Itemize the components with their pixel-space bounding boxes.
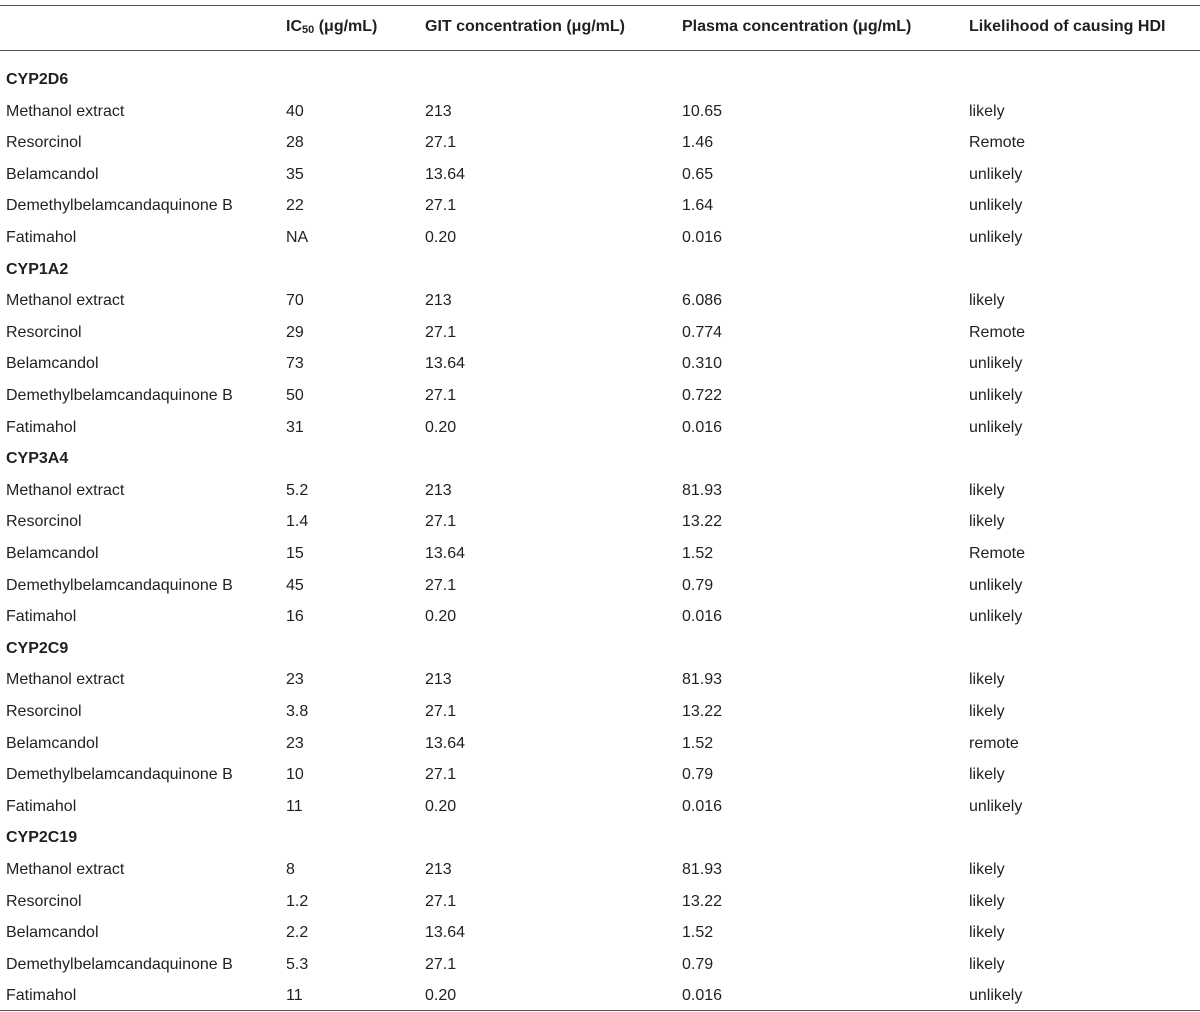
cell-likelihood: unlikely [969, 229, 1023, 246]
table-row [0, 190, 1200, 222]
cell-likelihood: unlikely [969, 576, 1023, 594]
cell-plasma: 0.79 [682, 955, 714, 973]
cell-ic50: 28 [286, 134, 304, 152]
cell-git: 13.64 [425, 734, 466, 752]
table-row [0, 380, 1200, 412]
table-row [0, 96, 1200, 128]
table-row [0, 127, 1200, 159]
cell-compound: Belamcandol [6, 545, 99, 562]
cell-plasma: 0.65 [682, 165, 714, 183]
table-row [0, 759, 1200, 791]
cell-compound: Belamcandol [6, 165, 99, 183]
cell-git: 13.64 [425, 165, 466, 183]
cell-ic50: 1.4 [286, 513, 309, 531]
cell-likelihood: unlikely [969, 387, 1023, 404]
cell-git: 27.1 [425, 323, 457, 341]
cell-git: 0.20 [425, 987, 457, 1005]
cell-likelihood: likely [969, 955, 1005, 973]
header-likelihood: Likelihood of causing HDI [969, 18, 1166, 35]
table-row [0, 412, 1200, 444]
cell-ic50: 5.3 [286, 955, 309, 973]
cell-plasma: 0.016 [682, 229, 723, 246]
table-row [0, 854, 1200, 886]
cell-ic50: 11 [286, 987, 303, 1005]
cell-plasma: 0.016 [682, 987, 723, 1005]
cell-compound: Belamcandol [6, 924, 99, 942]
cell-ic50: 31 [286, 418, 304, 436]
cell-git: 27.1 [425, 387, 457, 404]
cell-plasma: 0.79 [682, 766, 714, 784]
table-row [0, 348, 1200, 380]
cell-likelihood: likely [969, 703, 1005, 720]
cell-plasma: 0.310 [682, 355, 723, 373]
cell-ic50: 45 [286, 576, 304, 594]
cell-ic50: 35 [286, 165, 304, 183]
cell-ic50: 40 [286, 102, 304, 120]
cell-ic50: NA [286, 229, 309, 246]
cell-plasma: 13.22 [682, 703, 723, 720]
cell-compound: Fatimahol [6, 229, 77, 246]
cell-git: 27.1 [425, 892, 457, 910]
table-row [0, 696, 1200, 728]
cell-git: 0.20 [425, 608, 457, 626]
header-git-concentration: GIT concentration (μg/mL) [425, 18, 626, 35]
cell-ic50: 70 [286, 292, 304, 310]
group-label: CYP2D6 [6, 71, 69, 88]
cell-likelihood: unlikely [969, 418, 1023, 436]
cell-git: 27.1 [425, 766, 457, 784]
cell-likelihood: unlikely [969, 987, 1023, 1005]
cell-git: 27.1 [425, 197, 457, 215]
cell-compound: Fatimahol [6, 418, 77, 436]
cell-ic50: 23 [286, 734, 304, 752]
cell-compound: Methanol extract [6, 481, 125, 499]
cell-git: 13.64 [425, 545, 466, 562]
cell-compound: Fatimahol [6, 608, 77, 626]
cell-ic50: 23 [286, 671, 304, 689]
cell-compound: Resorcinol [6, 323, 82, 341]
cell-compound: Resorcinol [6, 892, 82, 910]
cell-ic50: 22 [286, 197, 304, 215]
table-row [0, 159, 1200, 191]
cell-likelihood: likely [969, 292, 1005, 310]
cell-likelihood: likely [969, 102, 1005, 120]
cell-ic50: 2.2 [286, 924, 309, 942]
group-label: CYP2C9 [6, 639, 69, 657]
cell-git: 0.20 [425, 797, 457, 815]
cell-ic50: 3.8 [286, 703, 309, 720]
table-row [0, 728, 1200, 760]
cell-likelihood: likely [969, 861, 1005, 878]
cell-plasma: 0.79 [682, 576, 714, 594]
cell-compound: Fatimahol [6, 797, 77, 815]
cell-git: 213 [425, 102, 452, 120]
table-row [0, 475, 1200, 507]
cell-git: 213 [425, 481, 452, 499]
cell-compound: Fatimahol [6, 987, 77, 1005]
cell-likelihood: unlikely [969, 165, 1023, 183]
cell-compound: Methanol extract [6, 671, 125, 689]
cell-git: 213 [425, 671, 452, 689]
group-row [0, 443, 1200, 475]
table-row [0, 222, 1200, 254]
top-rule [0, 5, 1200, 6]
cell-git: 0.20 [425, 229, 457, 246]
cell-likelihood: likely [969, 892, 1005, 910]
table-row [0, 285, 1200, 317]
cell-compound: Resorcinol [6, 703, 82, 720]
cell-plasma: 81.93 [682, 861, 723, 878]
table-row [0, 538, 1200, 570]
cell-git: 213 [425, 292, 452, 310]
table-row [0, 570, 1200, 602]
cell-compound: Demethylbelamcandaquinone B [6, 766, 233, 784]
cell-ic50: 5.2 [286, 481, 309, 499]
header-plasma-concentration: Plasma concentration (μg/mL) [682, 18, 912, 35]
cell-likelihood: likely [969, 671, 1005, 689]
bottom-rule [0, 1010, 1200, 1011]
table-row [0, 886, 1200, 918]
table-row [0, 949, 1200, 981]
cell-compound: Resorcinol [6, 134, 82, 152]
cell-plasma: 0.016 [682, 608, 723, 626]
cell-likelihood: likely [969, 766, 1005, 784]
group-row [0, 822, 1200, 854]
cell-likelihood: likely [969, 924, 1005, 942]
cell-git: 13.64 [425, 924, 466, 942]
cell-ic50: 16 [286, 608, 304, 626]
cell-plasma: 81.93 [682, 671, 723, 689]
cell-ic50: 8 [286, 861, 295, 878]
cell-ic50: 15 [286, 545, 304, 562]
cell-git: 213 [425, 861, 452, 878]
cell-compound: Demethylbelamcandaquinone B [6, 197, 233, 215]
cell-compound: Methanol extract [6, 292, 125, 310]
header-rule [0, 50, 1200, 51]
cell-compound: Demethylbelamcandaquinone B [6, 387, 233, 404]
header-ic50: $IC_{50}$ (μg/mL) [286, 18, 378, 36]
cell-plasma: 0.722 [682, 387, 723, 404]
cell-compound: Methanol extract [6, 102, 125, 120]
table-row [0, 791, 1200, 823]
cell-git: 27.1 [425, 513, 457, 531]
table-row [0, 506, 1200, 538]
cell-plasma: 10.65 [682, 102, 723, 120]
cell-likelihood: Remote [969, 545, 1026, 562]
cell-compound: Demethylbelamcandaquinone B [6, 955, 233, 973]
cell-plasma: 1.46 [682, 134, 714, 152]
cell-plasma: 1.52 [682, 734, 714, 752]
cell-ic50: 50 [286, 387, 304, 404]
cell-git: 27.1 [425, 576, 457, 594]
cell-ic50: 1.2 [286, 892, 309, 910]
cell-likelihood: unlikely [969, 197, 1023, 215]
cell-likelihood: likely [969, 481, 1005, 499]
cell-plasma: 1.52 [682, 545, 714, 562]
cell-ic50: 29 [286, 323, 304, 341]
cell-likelihood: Remote [969, 134, 1026, 152]
cell-plasma: 1.52 [682, 924, 714, 942]
group-label: CYP3A4 [6, 450, 69, 468]
group-row [0, 254, 1200, 286]
cell-ic50: 73 [286, 355, 304, 373]
cell-git: 13.64 [425, 355, 466, 373]
cell-likelihood: remote [969, 734, 1019, 752]
cell-git: 27.1 [425, 134, 457, 152]
cell-likelihood: likely [969, 513, 1005, 531]
cell-plasma: 0.774 [682, 323, 723, 341]
cell-plasma: 6.086 [682, 292, 723, 310]
cell-ic50: 11 [286, 797, 303, 815]
cell-compound: Belamcandol [6, 355, 99, 373]
cell-ic50: 10 [286, 766, 304, 784]
cell-compound: Resorcinol [6, 513, 82, 531]
cell-plasma: 1.64 [682, 197, 714, 215]
cell-likelihood: Remote [969, 323, 1026, 341]
cell-plasma: 0.016 [682, 797, 723, 815]
cell-plasma: 13.22 [682, 892, 723, 910]
cell-plasma: 81.93 [682, 481, 723, 499]
table-row [0, 664, 1200, 696]
group-label: CYP2C19 [6, 829, 78, 847]
cell-likelihood: unlikely [969, 608, 1023, 626]
cell-compound: Methanol extract [6, 861, 125, 878]
cell-compound: Belamcandol [6, 734, 99, 752]
cell-plasma: 13.22 [682, 513, 723, 531]
table-row [0, 917, 1200, 949]
cell-git: 27.1 [425, 955, 457, 973]
table-row [0, 601, 1200, 633]
cell-plasma: 0.016 [682, 418, 723, 436]
cell-likelihood: unlikely [969, 797, 1023, 815]
group-label: CYP1A2 [6, 260, 69, 278]
group-row [0, 633, 1200, 665]
cell-git: 27.1 [425, 703, 457, 720]
cell-likelihood: unlikely [969, 355, 1023, 373]
group-row [0, 64, 1200, 96]
cell-compound: Demethylbelamcandaquinone B [6, 576, 233, 594]
table-row [0, 980, 1200, 1012]
cell-git: 0.20 [425, 418, 457, 436]
table-row [0, 317, 1200, 349]
